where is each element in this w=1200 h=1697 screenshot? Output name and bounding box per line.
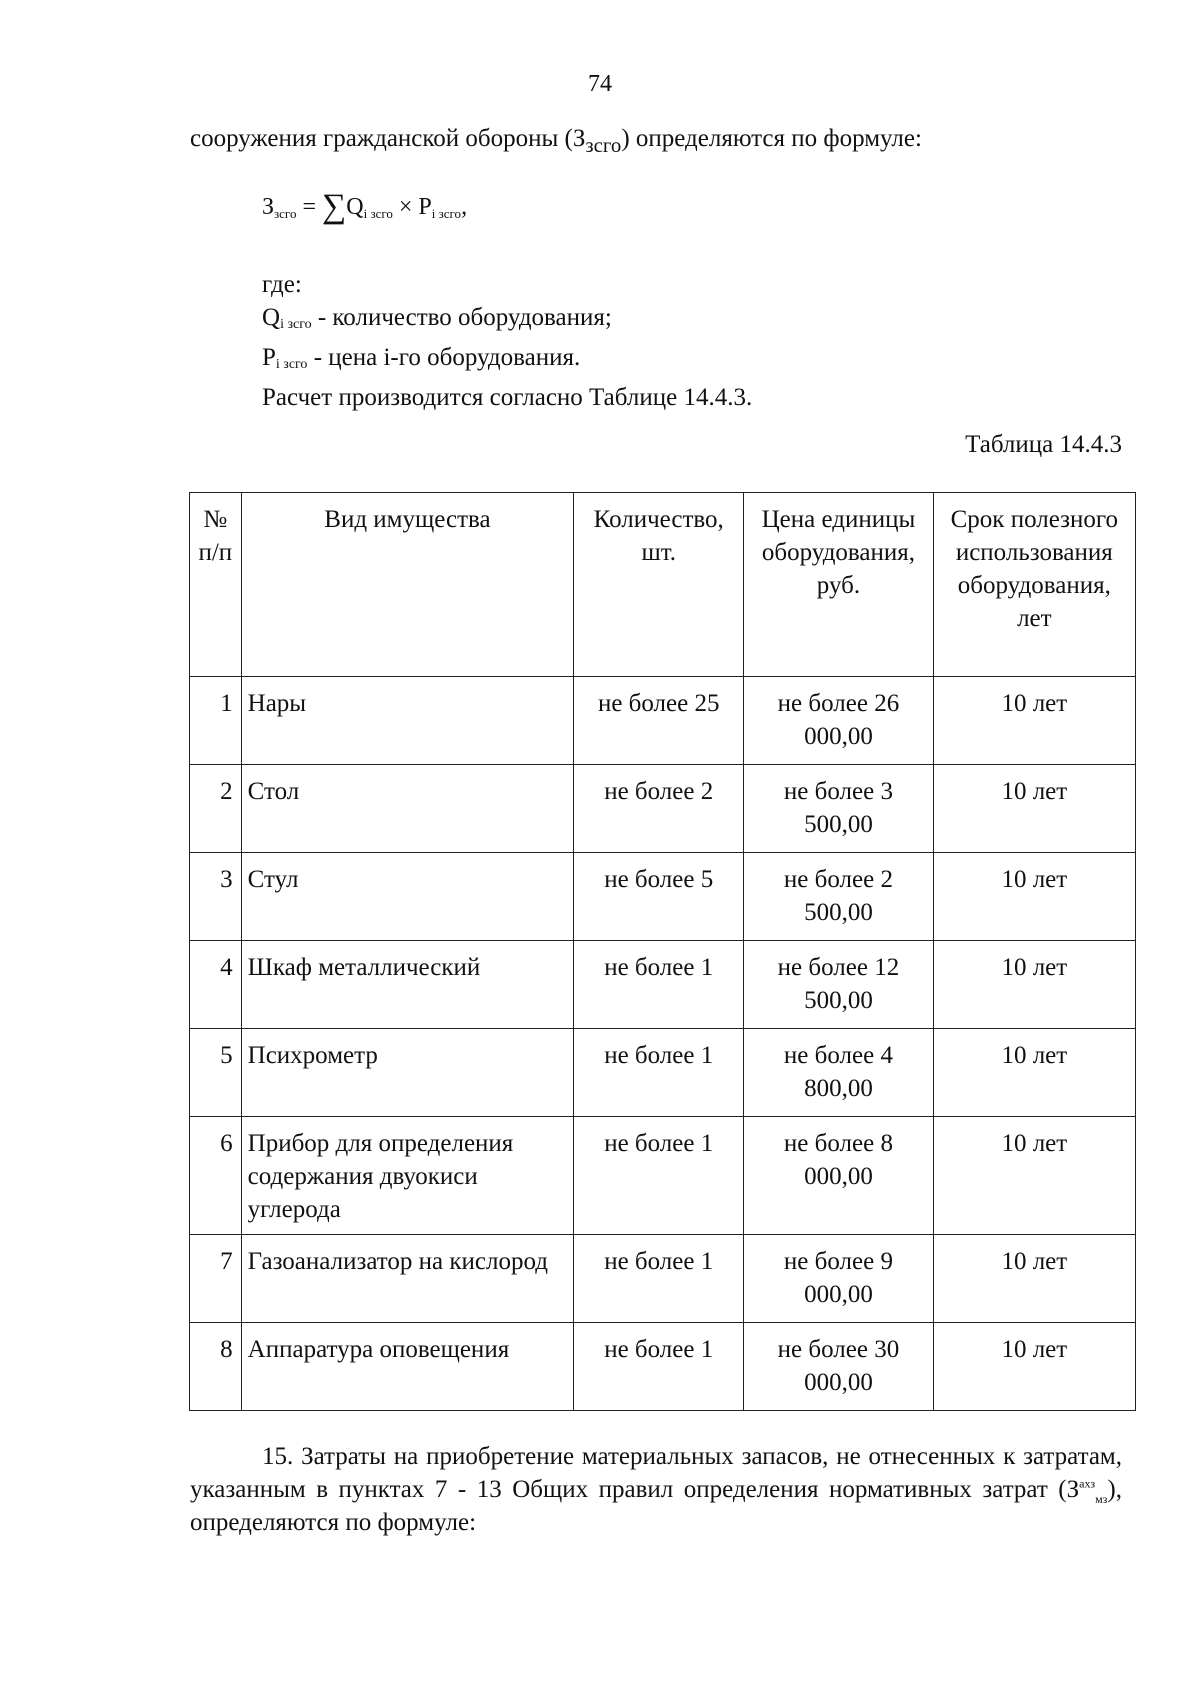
row-life: 10 лет [933, 677, 1135, 765]
formula-q: Q [346, 194, 364, 220]
definition-q-text: - количество оборудования; [311, 304, 612, 331]
intro-text-before: сооружения гражданской обороны (З [190, 125, 586, 152]
header-qty: Количество, шт. [574, 493, 744, 677]
section-15-paragraph [190, 1440, 1122, 1539]
row-price: не более 30 000,00 [744, 1323, 933, 1411]
table-row [190, 941, 1136, 1029]
row-qty: не более 25 [574, 677, 744, 765]
row-name: Газоанализатор на кислород [241, 1235, 574, 1323]
row-life: 10 лет [933, 853, 1135, 941]
calculation-note: Расчет производится согласно Таблице 14.4.3. [262, 384, 753, 411]
table-header-row [190, 493, 1136, 677]
header-price: Цена единицы оборудования, руб. [744, 493, 933, 677]
formula-p-sub: i зсго [431, 206, 462, 221]
table-row [190, 853, 1136, 941]
row-qty: не более 1 [574, 1029, 744, 1117]
header-life: Срок полезного использования оборудования, лет [933, 493, 1135, 677]
row-life: 10 лет [933, 1117, 1135, 1235]
row-name: Прибор для определения содержания двуокиси углерода [241, 1117, 574, 1235]
row-qty: не более 5 [574, 853, 744, 941]
row-price: не более 12 500,00 [744, 941, 933, 1029]
row-name: Стол [241, 765, 574, 853]
definition-p-sub: i зсго [275, 357, 308, 372]
row-price: не более 4 800,00 [744, 1029, 933, 1117]
section-15-symbol-index [1079, 1476, 1108, 1506]
row-qty: не более 2 [574, 765, 744, 853]
definition-q-sub: i зсго [280, 317, 312, 332]
row-num: 3 [190, 853, 242, 941]
row-num: 5 [190, 1029, 242, 1117]
intro-subscript: зсго [585, 133, 622, 157]
table-row [190, 1323, 1136, 1411]
where-label: где: [262, 271, 302, 298]
header-num: № п/п [190, 493, 242, 677]
row-qty: не более 1 [574, 1235, 744, 1323]
formula-p: P [418, 194, 432, 220]
row-life: 10 лет [933, 1029, 1135, 1117]
formula-lhs-sub: зсго [274, 206, 297, 221]
table-row [190, 1117, 1136, 1235]
row-name: Нары [241, 677, 574, 765]
section-15-text-before: 15. Затраты на приобретение материальных запасов, не отнесенных к затратам, указанным в пунктах 7 - 13 Общих правил определения нормативных затрат (З [190, 1443, 1122, 1503]
row-qty: не более 1 [574, 1117, 744, 1235]
table-row [190, 677, 1136, 765]
row-qty: не более 1 [574, 1323, 744, 1411]
definitions-block [262, 268, 1122, 414]
page-number: 74 [588, 71, 612, 97]
row-num: 7 [190, 1235, 242, 1323]
row-price: не более 26 000,00 [744, 677, 933, 765]
row-life: 10 лет [933, 1235, 1135, 1323]
section-15 [190, 1440, 1122, 1539]
row-life: 10 лет [933, 941, 1135, 1029]
row-life: 10 лет [933, 765, 1135, 853]
row-num: 2 [190, 765, 242, 853]
row-price: не более 8 000,00 [744, 1117, 933, 1235]
formula-times: × [398, 194, 413, 220]
row-name: Шкаф металлический [241, 941, 574, 1029]
sum-symbol: ∑ [322, 188, 347, 225]
definition-q [262, 301, 1122, 341]
table-row [190, 765, 1136, 853]
row-num: 6 [190, 1117, 242, 1235]
row-name: Психрометр [241, 1029, 574, 1117]
row-num: 1 [190, 677, 242, 765]
table-row [190, 1235, 1136, 1323]
row-qty: не более 1 [574, 941, 744, 1029]
formula-equals: = [302, 194, 316, 220]
table-row [190, 1029, 1136, 1117]
equipment-table [189, 492, 1136, 1411]
section-15-sub: мз [1095, 1492, 1108, 1506]
formula-q-sub: i зсго [363, 206, 393, 221]
header-type: Вид имущества [241, 493, 574, 677]
section-15-sup: ахз [1079, 1476, 1096, 1491]
section-15-text-after: ), определяются по формуле: [190, 1476, 1122, 1536]
cost-formula [262, 190, 467, 230]
row-price: не более 3 500,00 [744, 765, 933, 853]
row-price: не более 9 000,00 [744, 1235, 933, 1323]
formula-lhs: З [262, 194, 275, 220]
definition-p [262, 341, 1122, 381]
row-num: 4 [190, 941, 242, 1029]
intro-paragraph [190, 122, 1130, 162]
table-caption: Таблица 14.4.3 [965, 431, 1122, 458]
row-name: Аппаратура оповещения [241, 1323, 574, 1411]
definition-q-symbol: Q [262, 304, 281, 331]
row-num: 8 [190, 1323, 242, 1411]
definition-p-text: - цена i-го оборудования. [307, 344, 581, 371]
row-name: Стул [241, 853, 574, 941]
formula-end: , [461, 194, 468, 220]
intro-text-after: ) определяются по формуле: [621, 125, 922, 152]
definition-p-symbol: P [262, 344, 276, 371]
row-life: 10 лет [933, 1323, 1135, 1411]
row-price: не более 2 500,00 [744, 853, 933, 941]
